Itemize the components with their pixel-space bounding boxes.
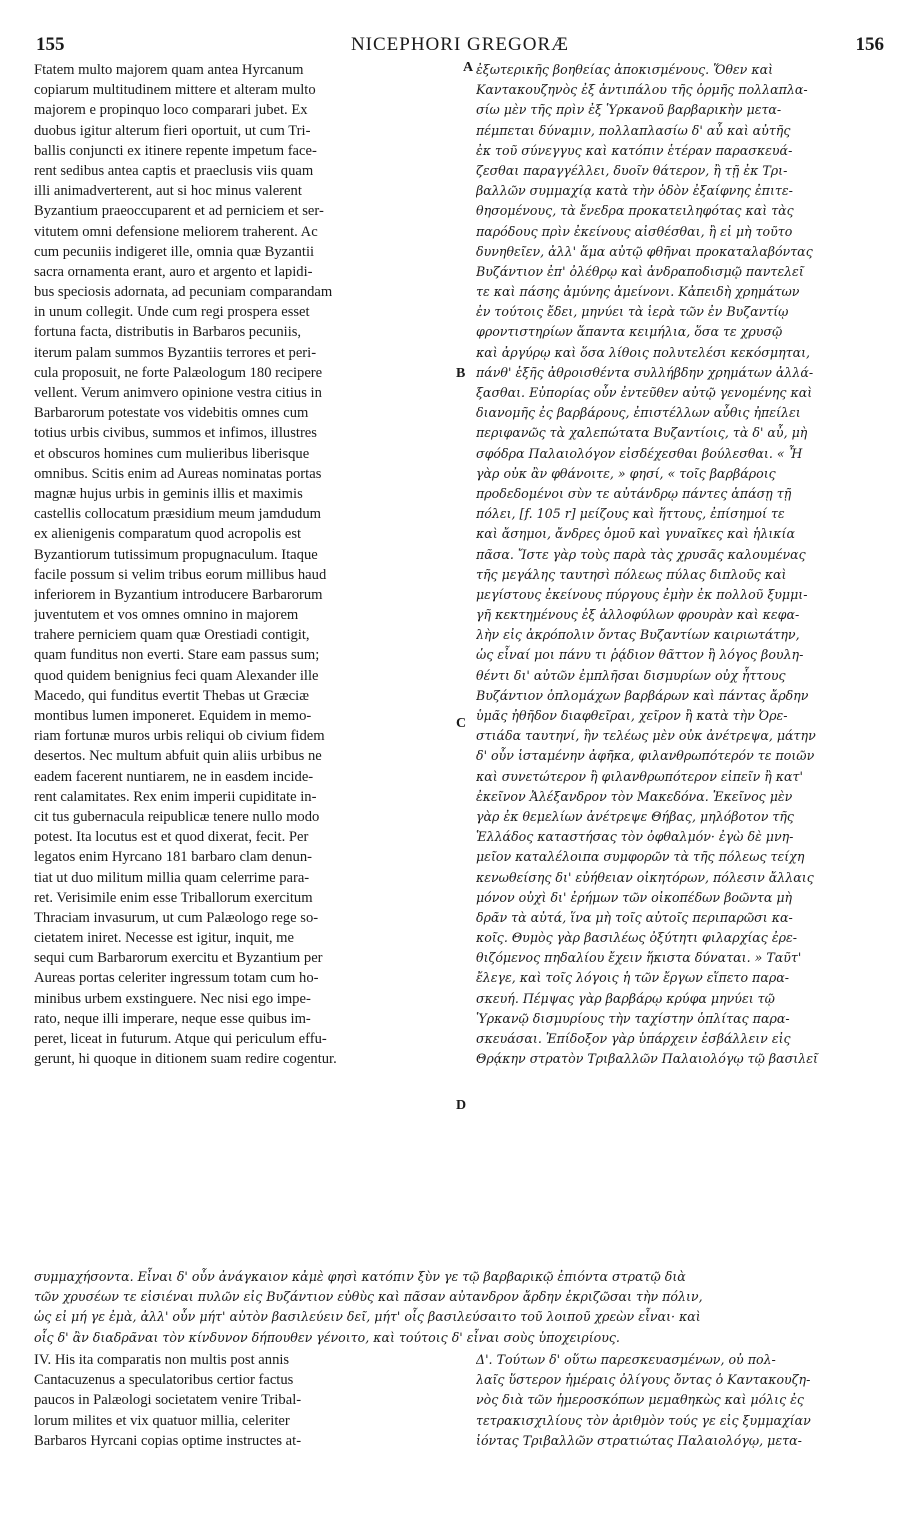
- text-line: Ὑρκανῷ δισμυρίους τὴν ταχίστην ὁπλίτας παρα-: [476, 1010, 790, 1026]
- text-line: ἐξωτερικῆς βοηθείας ἀποκισμένους. Ὅθεν καὶ: [476, 62, 774, 77]
- text-line: omnibus. Scitis enim ad Aureas nominatas portas: [34, 465, 322, 482]
- text-line: ἰόντας Τριβαλλῶν στρατιώτας Παλαιολόγῳ, μετα-: [476, 1432, 802, 1448]
- text-line: inferiorem in Byzantium introducere Barbarorum: [34, 586, 323, 603]
- text-line: IV. His ita comparatis non multis post annis: [34, 1352, 290, 1368]
- text-line: Aureas portas celeriter ingressum totam cum ho-: [34, 970, 319, 987]
- greek-section-delta: [476, 1350, 886, 1451]
- text-line: Cantacuzenus a speculatoribus certior factus: [34, 1372, 294, 1389]
- text-line: paucos in Palæologi societatem venire Tribal-: [34, 1392, 302, 1409]
- text-line: facile possum si velim tribus eorum millibus haud: [34, 566, 327, 583]
- text-line: τῆς μεγάλης ταυτησὶ πόλεως πύλας διπλοῦς καὶ: [476, 566, 787, 582]
- text-line: montibus lumen imponeret. Equidem in memo-: [34, 708, 312, 724]
- text-line: λὴν εἰς ἀκρόπολιν ὄντας Βυζαντίων καιριωτάτην,: [476, 627, 800, 643]
- text-line: Thraciam invasurum, ut cum Palæologo rege so-: [34, 909, 319, 926]
- text-line: ζεσθαι παραγγέλλει, δυοῖν θάτερον, ἢ τῇ ἐκ Τρι-: [476, 162, 788, 178]
- text-line: castellis collocatum præsidium meum jamdudum: [34, 506, 321, 523]
- text-line: γὰρ ἐκ θεμελίων ἀνέτρεψε Θήβας, μηλόβοτον τῆς: [476, 808, 794, 824]
- text-line: παρόδους πρὶν ἐκείνους αἰσθέσθαι, ἢ εἰ μὴ τοῦτο: [476, 223, 793, 239]
- text-line: Θρᾴκην στρατὸν Τριβαλλῶν Παλαιολόγῳ τῷ βασιλεῖ: [476, 1051, 818, 1067]
- text-line: δ' οὖν ἱσταμένην ἀφῆκα, φιλανθρωπότερόν τε ποιῶν: [476, 748, 815, 764]
- text-line: gerunt, hi quoque in ditionem suam redire cogentur.: [34, 1051, 337, 1068]
- running-title: NICEPHORI GREGORÆ: [350, 34, 570, 55]
- text-line: bus speciosis adornata, ad pecuniam comparandam: [34, 284, 333, 301]
- page-number-right: 156: [855, 34, 884, 55]
- text-line: ret. Verisimile enim esse Triballorum exercitum: [34, 889, 313, 906]
- text-line: Ἑλλάδος καταστήσας τὸν ὀφθαλμόν· ἐγὼ δὲ μνη-: [476, 829, 794, 845]
- text-line: Βυζάντιον ὁπλομάχων βαρβάρων καὶ πάντας ἄρδην: [476, 687, 809, 703]
- text-line: ἐν τούτοις ἔδει, μηνύει τὰ ἱερὰ τῶν ἐν Βυζαντίῳ: [476, 304, 789, 320]
- text-line: σίω μὲν τῆς πρὶν ἐξ Ὑρκανοῦ βαρβαρικὴν μετα-: [476, 102, 782, 118]
- text-line: δρᾶν τὰ αὐτά, ἵνα μὴ τοῖς αὐτοῖς περιπαρῶσι κα-: [476, 909, 793, 925]
- text-line: sequi cum Barbarorum exercitu et Byzantium per: [34, 950, 323, 967]
- text-line: Καντακουζηνὸς ἐξ ἀντιπάλου τῆς ὁρμῆς πολλαπλα-: [476, 82, 808, 98]
- text-line: ὑμᾶς ἠθῆδον διαφθεῖραι, χεῖρον ἢ κατὰ τὴν Ὀρε-: [476, 708, 788, 723]
- text-line: γὰρ οὐκ ἂν φθάνοιτε, » φησί, « τοῖς βαρβάροις: [476, 465, 776, 481]
- text-line: peret, liceat in futurum. Atque qui periculum effu-: [34, 1031, 327, 1047]
- text-line: ὡς εἶναί μοι πάνυ τι ῥᾴδιον θᾶττον ἢ λόγος βουλη-: [476, 647, 804, 663]
- text-line: Byzantium praeoccuparent et ad perniciem et ser-: [34, 203, 324, 220]
- text-line: σκευάσαι. Ἐπίδοξον γὰρ ὑπάρχειν ἐσβάλλειν εἰς: [476, 1031, 791, 1046]
- greek-column: [476, 60, 886, 1069]
- text-line: totius urbis civibus, summos et infimos, illustres: [34, 425, 317, 442]
- text-line: σφόδρα Παλαιολόγον εἰσδέχεσθαι βούλεσθαι. « Ἦ: [476, 445, 803, 461]
- text-line: potest. Ita locutus est et quod dixerat, fecit. Per: [34, 829, 309, 846]
- text-line: κενωθείσης δι' εὐήθειαν οἰκητόρων, πόλεσιν ἄλλαις: [476, 869, 814, 885]
- text-line: trahere perniciem quam quæ Orestiadi contigit,: [34, 627, 310, 644]
- text-line: vellent. Verum animvero opinione vestra citius in: [34, 385, 322, 401]
- text-line: juventutem et vos omnes omnino in majorem: [34, 607, 299, 624]
- text-line: πᾶσα. Ἴστε γὰρ τοὺς παρὰ τὰς χρυσᾶς καλουμένας: [476, 546, 806, 562]
- text-line: desertos. Nec multum abfuit quin aliis urbibus ne: [34, 748, 322, 765]
- text-line: δυνηθεῖεν, ἀλλ' ἅμα αὐτῷ φθῆναι προκαταλαβόντας: [476, 243, 813, 259]
- text-line: τῶν χρυσέων τε εἰσιέναι πυλῶν εἰς Βυζάντιον εὐθὺς καὶ πᾶσαν αὐτανδρον ἄρδην ἐκριζῶσαι τὴν πόλιν,: [34, 1289, 703, 1305]
- text-line: rato, neque illi imperare, neque esse quibus im-: [34, 1010, 311, 1027]
- text-line: minibus urbem exstinguere. Nec nisi ego impe-: [34, 990, 311, 1007]
- text-line: vitutem omni defensione meliorem traherent. Ac: [34, 223, 318, 240]
- text-line: fortuna facta, distributis in Barbaros pecuniis,: [34, 324, 302, 341]
- text-line: copiarum multitudinem mittere et alteram multo: [34, 82, 316, 99]
- text-line: καὶ ἀργύρῳ καὶ ὅσα λίθοις πολυτελέσι κεκόσμηται,: [476, 344, 811, 360]
- running-header: [36, 34, 884, 60]
- text-line: ἐκεῖνον Ἀλέξανδρον τὸν Μακεδόνα. Ἐκεῖνος μὲν: [476, 788, 793, 804]
- text-line: cum pecuniis indigeret ille, omnia quæ Byzantii: [34, 243, 315, 260]
- text-line: et obscuros homines cum mulieribus liberisque: [34, 445, 310, 462]
- text-line: majorem e propinquo loco comparari jubet. Ex: [34, 102, 308, 119]
- text-line: quam funditus non everti. Stare eam passus sum;: [34, 647, 320, 664]
- text-line: ὡς εἰ μή γε ἐμὰ, ἀλλ' οὖν μήτ' αὐτὸν βασιλεύειν δεῖ, μήτ' οἷς βασιλεύσαιτο τοῦ λοιποῦ χρεὼν εἶναι· καὶ: [34, 1309, 701, 1325]
- section-marker-d: D: [456, 1098, 467, 1113]
- text-line: συμμαχήσοντα. Εἶναι δ' οὖν ἀνάγκαιον κἀμὲ φησὶ κατόπιν ξὺν γε τῷ βαρβαρικῷ ἐπιόντα στρατῷ διὰ: [34, 1269, 686, 1284]
- text-line: διανομῆς ἐς βαρβάρους, ἐπιστέλλων αὖθις ἠπείλει: [476, 405, 801, 421]
- text-line: rent calamitates. Rex enim imperii cupiditate in-: [34, 788, 317, 805]
- text-line: tiat ut duo militum millia quam celerrime para-: [34, 869, 310, 886]
- text-line: magnæ hujus urbis in geminis illis et maximis: [34, 485, 303, 502]
- text-line: sacra ornamenta erant, auro et argento et lapidi-: [34, 263, 313, 280]
- text-line: περιφανῶς τὰ χαλεπώτατα Βυζαντίοις, τὰ δ' αὖ, μὴ: [476, 425, 808, 441]
- text-line: θέντι δι' αὐτῶν ἐμπλῆσαι δισμυρίων οὐχ ἧττους: [476, 667, 786, 683]
- text-line: ἐκ τοῦ σύνεγγυς καὶ κατόπιν ἑτέραν παρασκευά-: [476, 142, 793, 158]
- page-number-left: 155: [36, 34, 65, 55]
- text-line: ex alienigenis comparatum quod acropolis est: [34, 526, 302, 543]
- text-line: iterum palam summos Byzantiis terrores et peri-: [34, 344, 317, 361]
- text-line: Ftatem multo majorem quam antea Hyrcanum: [34, 62, 304, 78]
- text-line: πόλει, [f. 105 r] μείζους καὶ ἥττους, ἐπίσημοί τε: [476, 506, 785, 522]
- text-line: λαῖς ὕστερον ἡμέραις ὀλίγους ὄντας ὁ Καντακουζη-: [476, 1372, 811, 1388]
- text-line: κοῖς. Θυμὸς γὰρ βασιλέως ὀξύτητι φιλαρχίας ἐρε-: [476, 930, 798, 946]
- text-line: Barbarorum potestate vos videbitis omnes cum: [34, 405, 309, 422]
- text-line: καὶ ἄσημοι, ἄνδρες ὁμοῦ καὶ γυναῖκες καὶ ἡλικία: [476, 526, 795, 542]
- text-line: illi animadverterent, aut si hoc minus valerent: [34, 183, 302, 200]
- text-line: φροντιστηρίων ἅπαντα κειμήλια, ὅσα τε χρυσῷ: [476, 324, 783, 340]
- section-marker-c: C: [456, 716, 467, 731]
- text-line: cula proposuit, ne forte Palæologum 180 recipere: [34, 364, 323, 381]
- text-line: μεγίστους ἐκείνους πύργους ἐμὴν ἐκ πολλοῦ ξυμμι-: [476, 586, 808, 602]
- text-line: θησομένους, τὰ ἔνεδρα προκατειληφότας καὶ τὰς: [476, 203, 794, 219]
- text-line: quod quidem benignius feci quam Alexander ille: [34, 667, 319, 684]
- text-line: duobus igitur alterum fieri oportuit, ut cum Tri-: [34, 122, 311, 139]
- text-line: cietatem iniret. Necesse est igitur, inquit, me: [34, 930, 294, 947]
- text-line: eadem facerent nuntiarem, ne in easdem incide-: [34, 768, 314, 785]
- latin-column: [34, 60, 467, 1069]
- text-line: cit tus gubernacula reipublicæ tenere nullo modo: [34, 808, 320, 825]
- section-marker-a: A: [463, 60, 474, 75]
- text-line: σκευή. Πέμψας γὰρ βαρβάρῳ κρύφα μηνύει τῷ: [476, 990, 775, 1006]
- text-line: τε καὶ πάσης ἀμύνης ἀμείνονι. Κἀπειδὴ χρημάτων: [476, 284, 800, 300]
- text-line: γῆ κεκτημένους ἐξ ἀλλοφύλων φρουρὰν καὶ κεφα-: [476, 607, 800, 623]
- text-line: ξασθαι. Εὐπορίας οὖν ἐντεῦθεν αὐτῷ γενομένης καὶ: [476, 385, 813, 400]
- greek-spanning-paragraph: [34, 1267, 886, 1348]
- text-line: legatos enim Hyrcano 181 barbaro clam denun-: [34, 849, 312, 866]
- text-line: νὸς διὰ τῶν ἡμεροσκόπων μεμαθηκὼς καὶ μόλις ἐς: [476, 1392, 804, 1408]
- text-line: Macedo, qui funditus evertit Thebas ut Græciæ: [34, 687, 309, 704]
- text-line: Barbaros Hyrcani copias optime instructes at-: [34, 1432, 302, 1449]
- text-line: μεῖον καταλέλοιπα συμφορῶν τὰ τῆς πόλεως τείχη: [476, 849, 805, 865]
- text-line: riam fortunæ muros urbis reliqui ob civium fidem: [34, 728, 325, 745]
- text-line: Βυζάντιον ἐπ' ὀλέθρῳ καὶ ἀνδραποδισμῷ παντελεῖ: [476, 263, 804, 279]
- text-line: Byzantiorum tutissimum propugnaculum. Itaque: [34, 546, 318, 563]
- text-line: ballis conjuncti ex itinere repente impetum face-: [34, 142, 317, 159]
- text-line: βαλλῶν συμμαχίᾳ κατὰ τὴν ὁδὸν ἐξαίφνης ἐπιτε-: [476, 183, 793, 199]
- text-line: lorum milites et vix quatuor millia, celeriter: [34, 1412, 290, 1429]
- text-line: πάνθ' ἑξῆς ἀθροισθέντα συλλήβδην χρημάτων ἀλλά-: [476, 364, 814, 380]
- text-line: rent sedibus antea captis et praeclusis viis quam: [34, 162, 314, 179]
- text-line: τετρακισχιλίους τὸν ἀριθμὸν τούς γε εἰς ξυμμαχίαν: [476, 1412, 811, 1428]
- text-line: Δ'. Τούτων δ' οὕτω παρεσκευασμένων, οὐ πολ-: [476, 1352, 776, 1367]
- text-line: στιάδα ταυτηνί, ἣν τελέως μὲν οὐκ ἀνέτρεψα, μάτην: [476, 728, 816, 744]
- text-line: οἷς δ' ἂν διαδρᾶναι τὸν κίνδυνον δήπουθεν γένοιτο, καὶ τούτοις δ' εἶναι σοὺς ὑποχειρίους.: [34, 1329, 620, 1345]
- text-line: μόνον οὐχὶ δι' ἐρήμων τῶν οἰκοπέδων βοῶντα μὴ: [476, 889, 793, 905]
- text-line: θιζόμενος πηδαλίου ἔχειν ἥκιστα δύναται. » Ταῦτ': [476, 950, 802, 966]
- latin-section-iv: [34, 1350, 464, 1451]
- section-marker-b: B: [456, 366, 466, 381]
- text-line: προδεδομένοι σὺν τε αὐτάνδρῳ πάντες ἁπάσῃ τῇ: [476, 485, 792, 501]
- text-line: καὶ συνετώτερον ἢ φιλανθρωπότερον εἰπεῖν ἢ κατ': [476, 768, 803, 784]
- text-line: ἔλεγε, καὶ τοῖς λόγοις ἡ τῶν ἔργων εἵπετο παρα-: [476, 970, 789, 986]
- text-line: πέμπεται δύναμιν, πολλαπλασίω δ' αὖ καὶ αὐτῆς: [476, 122, 791, 138]
- text-line: in unum collegit. Unde cum regi prospera esset: [34, 304, 310, 321]
